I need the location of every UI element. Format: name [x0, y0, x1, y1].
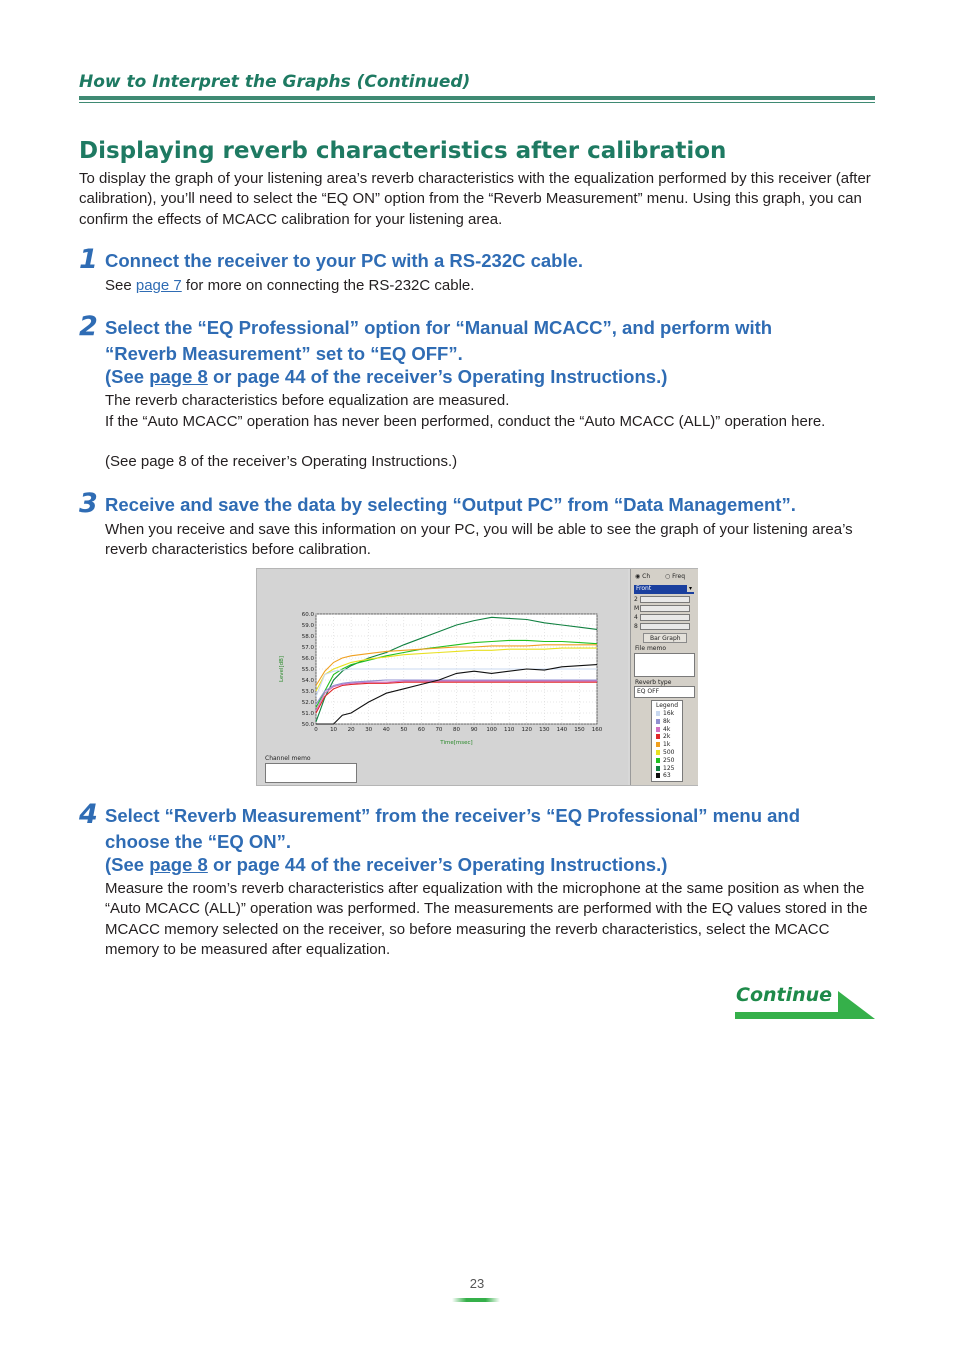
step-2-title-line1: Select the “EQ Professional” option for “Manual MCACC”, and perform with	[105, 317, 773, 338]
step-2-body-2: If the “Auto MCACC” operation has never been performed, conduct the “Auto MCACC (ALL)” operation here.	[105, 413, 826, 430]
x-tick-label: 30	[365, 727, 373, 733]
step-4-number: 4	[79, 799, 98, 830]
legend-label: 500	[663, 749, 675, 756]
graph-area	[257, 569, 628, 785]
legend-box	[651, 700, 683, 782]
step-2-title	[105, 315, 880, 390]
reverb-type-value: EQ OFF	[637, 688, 660, 695]
x-tick-label: 140	[556, 727, 568, 733]
continue-arrow-icon[interactable]	[838, 991, 876, 1020]
page-number: 23	[469, 1276, 485, 1291]
control-panel	[630, 569, 698, 785]
y-tick-label: 53.0	[301, 689, 314, 695]
continue-bar	[735, 1012, 845, 1019]
legend-swatch	[656, 750, 660, 755]
header-rule-thin	[79, 102, 875, 103]
continue-label[interactable]: Continue	[736, 984, 833, 1006]
x-tick-label: 70	[435, 727, 443, 733]
running-header: How to Interpret the Graphs (Continued)	[79, 72, 471, 92]
x-tick-label: 10	[330, 727, 338, 733]
reverb-graph-screenshot	[256, 568, 698, 786]
step-4-see-suffix: or page 44 of the receiver’s Operating Instructions.)	[207, 854, 668, 875]
x-tick-label: 130	[539, 727, 550, 733]
step-4-title	[105, 803, 880, 878]
y-tick-label: 50.0	[301, 722, 314, 728]
legend-swatch	[656, 711, 660, 716]
reverb-type-label: Reverb type	[635, 679, 672, 686]
step-2-page-8-link[interactable]: page 8	[149, 366, 208, 387]
radio-ch-label: Ch	[642, 573, 651, 580]
legend-label: 1k	[663, 741, 671, 749]
legend-swatch	[656, 734, 660, 739]
step-4-title-line3	[105, 852, 880, 878]
x-tick-label: 40	[382, 727, 390, 733]
legend-label: 2k	[663, 733, 671, 741]
slider-4[interactable]	[640, 623, 690, 630]
step-2-see-suffix: or page 44 of the receiver’s Operating Instructions.)	[207, 366, 668, 387]
step-1-number: 1	[79, 244, 98, 275]
legend-label: 125	[663, 764, 675, 772]
step-1-title: Connect the receiver to your PC with a RS-232C cable.	[105, 250, 584, 271]
step-4-title-line2: choose the “EQ ON”.	[105, 831, 292, 852]
legend-swatch	[656, 758, 660, 763]
legend-swatch	[656, 727, 660, 732]
legend-label: 16k	[663, 710, 675, 717]
radio-ch[interactable]: ◉ Ch	[635, 573, 651, 580]
step-2-title-line2: “Reverb Measurement” set to “EQ OFF”.	[105, 343, 463, 364]
step-2-body-3: (See page 8 of the receiver’s Operating Instructions.)	[105, 453, 458, 470]
y-axis-label: Level[dB]	[279, 655, 285, 683]
step-3-number: 3	[79, 488, 98, 519]
x-tick-label: 20	[347, 727, 355, 733]
slider-label-2: M	[634, 605, 640, 612]
file-memo-label: File memo	[635, 645, 666, 652]
page-number-decoration	[452, 1298, 500, 1302]
x-tick-label: 80	[453, 727, 460, 733]
legend-label: 63	[663, 772, 671, 780]
x-tick-label: 120	[521, 727, 532, 733]
step-1-body-suffix: for more on connecting the RS-232C cable.	[181, 277, 475, 294]
bar-graph-button[interactable]	[643, 633, 687, 643]
slider-1[interactable]	[640, 596, 690, 603]
step-4-title-line1: Select “Reverb Measurement” from the receiver’s “EQ Professional” menu and	[105, 805, 801, 826]
x-tick-label: 90	[470, 727, 478, 733]
x-tick-label: 50	[400, 727, 408, 733]
y-tick-label: 55.0	[301, 667, 314, 673]
legend-swatch	[656, 773, 660, 778]
reverb-line-chart	[257, 569, 628, 785]
radio-freq[interactable]: ○ Freq	[665, 573, 686, 580]
x-tick-label: 150	[574, 727, 585, 733]
page-7-link[interactable]: page 7	[135, 277, 182, 294]
step-3-body: When you receive and save this information on your PC, you will be able to see the graph of your listening area’s reverb characteristics before calibration.	[105, 521, 853, 559]
radio-freq-label: Freq	[672, 573, 686, 580]
legend-swatch	[656, 719, 660, 724]
step-2-body-1: The reverb characteristics before equalization are measured.	[105, 392, 510, 409]
y-tick-label: 59.0	[301, 623, 314, 629]
y-tick-label: 51.0	[301, 711, 314, 717]
legend-swatch	[656, 742, 660, 747]
y-tick-label: 54.0	[301, 678, 314, 684]
section-title: Displaying reverb characteristics after calibration	[79, 138, 727, 164]
bar-graph-button-label: Bar Graph	[650, 635, 681, 642]
y-tick-label: 56.0	[301, 656, 314, 662]
reverb-type-field	[634, 686, 695, 698]
legend-title: Legend	[656, 702, 679, 709]
y-tick-label: 52.0	[301, 700, 314, 706]
step-1-body-prefix: See	[105, 277, 136, 294]
x-tick-label: 60	[417, 727, 425, 733]
y-tick-label: 57.0	[301, 645, 314, 651]
y-tick-label: 58.0	[301, 634, 314, 640]
step-2-see-prefix: (See	[105, 366, 150, 387]
x-tick-label: 100	[486, 727, 497, 733]
slider-3[interactable]	[640, 614, 690, 621]
step-4-body: Measure the room’s reverb characteristics after equalization with the microphone at the same position as when the “Auto MCACC (ALL)” operation was performed. The measurements are performed with the EQ values stored in the MCACC memory selected on the receiver, so before measuring the reverb characteristics, select the MCACC memory to be measured after equalization.	[105, 880, 868, 958]
x-tick-label: 110	[503, 727, 515, 733]
legend-swatch	[656, 766, 660, 771]
step-4-page-8-link[interactable]: page 8	[149, 854, 208, 875]
header-rule	[79, 96, 875, 100]
slider-label-3: 4	[634, 614, 638, 621]
x-tick-label: 0	[314, 727, 318, 733]
legend-label: 8k	[663, 717, 671, 725]
x-axis-label: Time[msec]	[440, 740, 473, 746]
slider-2[interactable]	[640, 605, 690, 612]
step-1-body	[105, 276, 875, 296]
slider-label-4: 8	[634, 623, 638, 630]
step-2-title-line3	[105, 364, 880, 390]
step-4-see-prefix: (See	[105, 854, 150, 875]
channel-memo-label: Channel memo	[265, 755, 311, 762]
y-tick-label: 60.0	[301, 612, 314, 618]
intro-paragraph: To display the graph of your listening area’s reverb characteristics with the equalization performed by this receiver (after calibration), you’ll need to select the “EQ ON” option from the “Reverb Measurement” menu. Using this graph, you can confirm the effects of MCACC calibration for your listening area.	[79, 170, 871, 228]
file-memo-field[interactable]	[634, 653, 695, 677]
legend-label: 4k	[663, 725, 671, 733]
channel-select-value: Front	[636, 585, 652, 592]
channel-select[interactable]	[634, 585, 694, 594]
x-tick-label: 160	[591, 727, 603, 733]
step-2-number: 2	[79, 311, 98, 342]
legend-label: 250	[663, 756, 675, 764]
slider-label-1: 2	[634, 596, 638, 603]
channel-memo-field[interactable]	[265, 763, 357, 783]
step-3-title: Receive and save the data by selecting “Output PC” from “Data Management”.	[105, 494, 796, 515]
chevron-down-icon: ▾	[688, 585, 692, 592]
